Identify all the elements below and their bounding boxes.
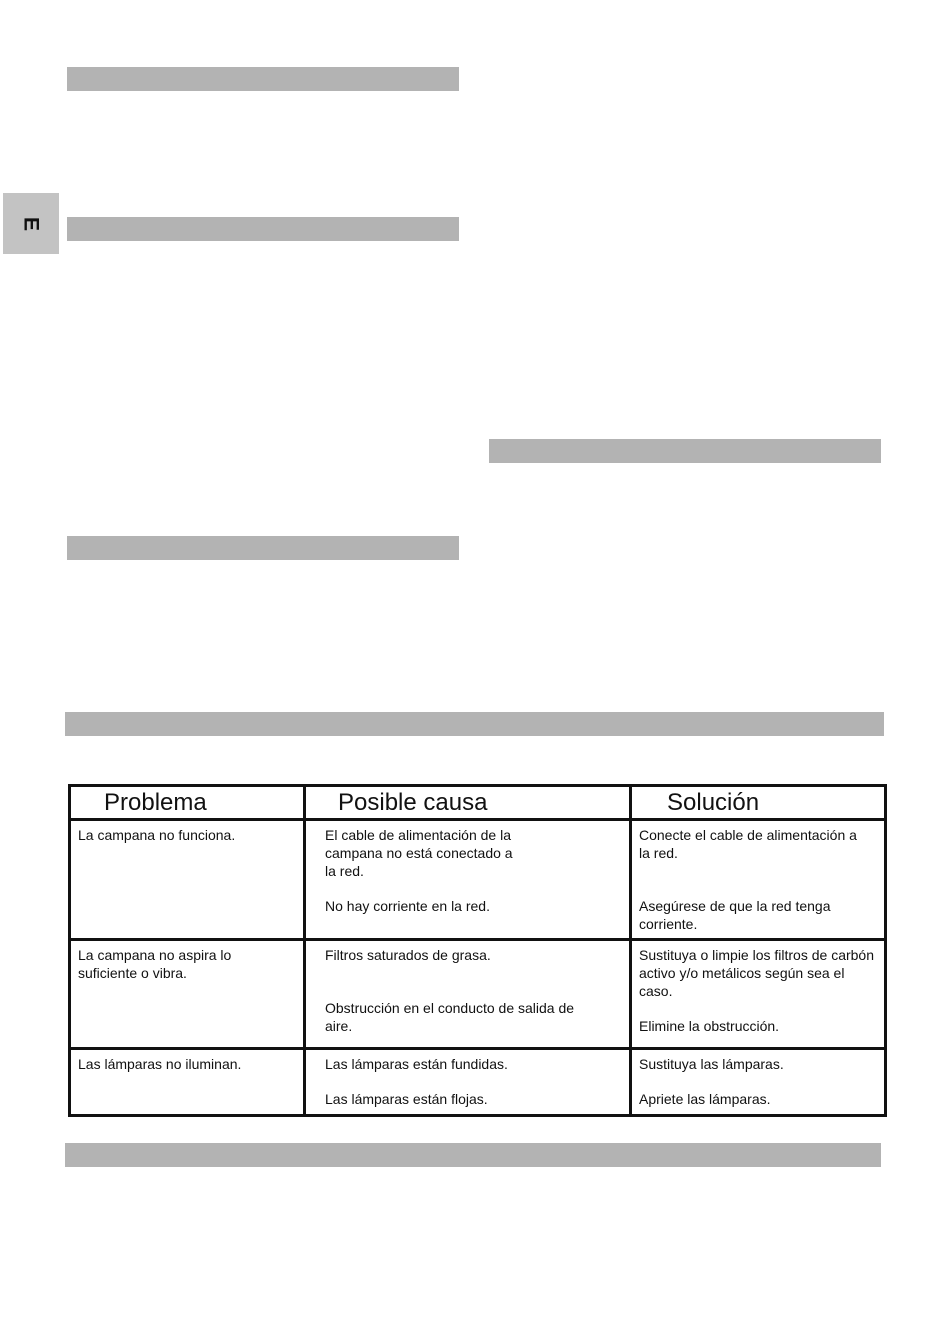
cause-cell (305, 940, 631, 1049)
problem-cell (70, 820, 305, 940)
troubleshooting-table (68, 784, 887, 1117)
problem-text: La campana no funciona. (78, 827, 236, 843)
problem-cell (70, 1049, 305, 1116)
header-problem (70, 786, 305, 820)
table-row (70, 1049, 886, 1116)
header-cause-label: Posible causa (338, 789, 488, 816)
cause-text: Filtros saturados de grasa. (325, 947, 491, 963)
cause-cell (305, 1049, 631, 1116)
solution-text: Asegúrese de que la red tenga corriente. (639, 898, 831, 932)
section-header-bar-wide-1 (65, 712, 884, 736)
header-solution-label: Solución (667, 789, 760, 816)
header-problem-label: Problema (104, 789, 207, 816)
header-cause (305, 786, 631, 820)
problem-text: La campana no aspira lo suficiente o vibra. (78, 947, 232, 981)
solution-cell (631, 1049, 886, 1116)
cause-text: El cable de alimentación de la campana no está conectado a la red. (325, 827, 513, 879)
problem-cell (70, 940, 305, 1049)
header-solution (631, 786, 886, 820)
section-header-bar-wide-2 (65, 1143, 881, 1167)
language-tab (3, 193, 59, 254)
solution-text: Apriete las lámparas. (639, 1091, 771, 1107)
cause-text: Las lámparas están fundidas. (325, 1056, 508, 1072)
section-header-bar-3 (489, 439, 881, 463)
cause-text: Obstrucción en el conducto de salida de aire. (325, 1000, 575, 1034)
section-header-bar-4 (67, 536, 459, 560)
cause-cell (305, 820, 631, 940)
language-tab-label: E (19, 216, 43, 232)
section-header-bar-2 (67, 217, 459, 241)
cause-text: No hay corriente en la red. (325, 898, 490, 914)
table-row (70, 820, 886, 940)
table-header-row (70, 786, 886, 820)
table-row (70, 940, 886, 1049)
solution-text: Elimine la obstrucción. (639, 1018, 780, 1034)
solution-cell (631, 940, 886, 1049)
problem-text: Las lámparas no iluminan. (78, 1056, 242, 1072)
solution-text: Sustituya las lámparas. (639, 1056, 784, 1072)
cause-text: Las lámparas están flojas. (325, 1091, 488, 1107)
section-header-bar-1 (67, 67, 459, 91)
solution-cell (631, 820, 886, 940)
solution-text: Conecte el cable de alimentación a la red. (639, 827, 857, 861)
solution-text: Sustituya o limpie los filtros de carbón activo y/o metálicos según sea el caso. (639, 947, 874, 999)
